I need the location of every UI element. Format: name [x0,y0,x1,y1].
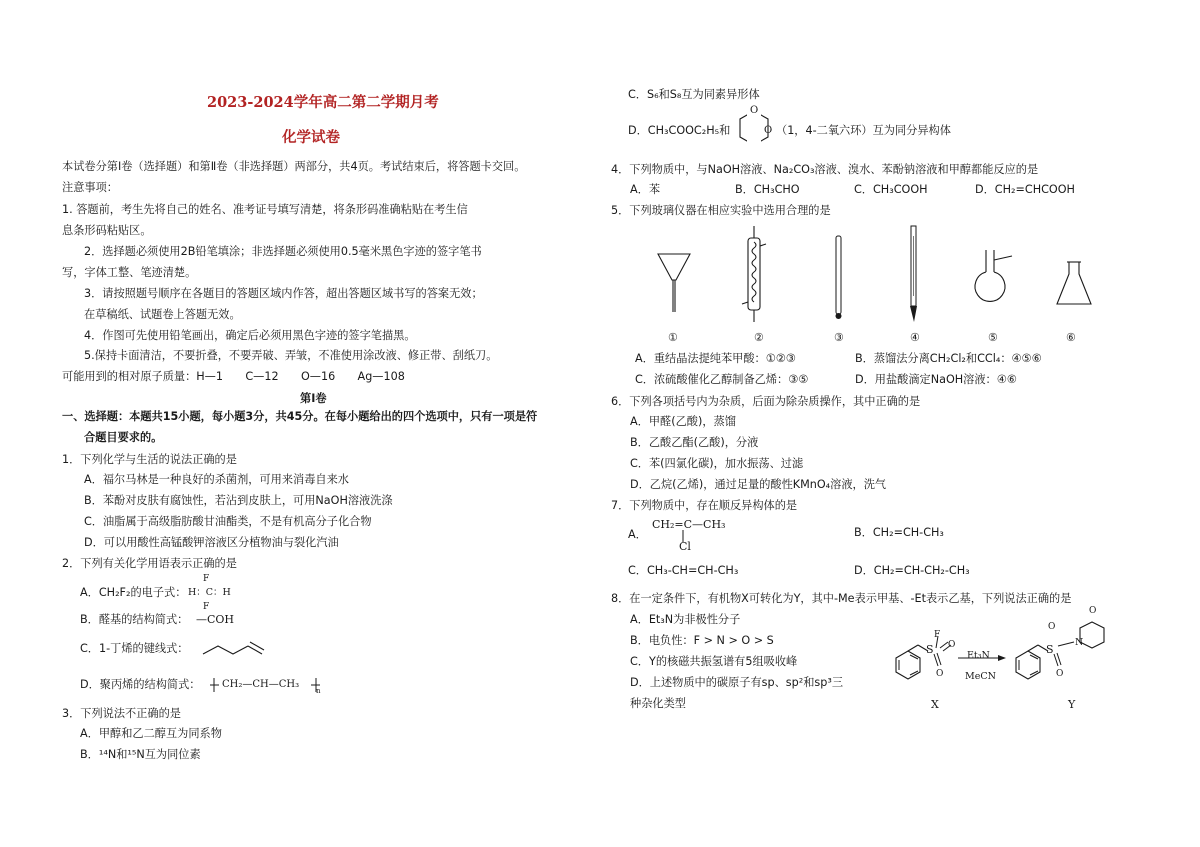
q8-option-a: A．Et₃N为非极性分子 [630,613,741,626]
part-instructions-cont: 合题目要求的。 [84,431,163,444]
y-sulfur-atom: S [1046,643,1054,656]
section-title: 第Ⅰ卷 [300,392,327,405]
x-oxygen-1: O [936,669,944,679]
q1-stem: 1．下列化学与生活的说法正确的是 [62,453,237,466]
dioxane-o-right: O [764,125,773,136]
q3-option-d: D．CH₃COOC₂H₅和 [628,124,731,137]
polypropylene-formula: CH₂—CH—CH₃ [222,679,300,690]
atomic-masses: 可能用到的相对原子质量：H—1 C—12 O—16 Ag—108 [62,370,405,383]
q8-stem: 8．在一定条件下，有机物X可转化为Y，其中-Me表示甲基、-Et表示乙基，下列说法正确的是 [611,592,1072,605]
y-oxygen-1: O [1056,669,1064,679]
q6-option-a: A．甲醛(乙酸)，蒸馏 [630,415,736,428]
q8-option-b: B．电负性：F > N > O > S [630,634,774,647]
morpholine-oxygen: O [1089,606,1097,616]
q1-option-a: A．福尔马林是一种良好的杀菌剂，可用来消毒自来水 [84,473,349,486]
electron-formula-middle: H：C：H [188,587,231,598]
q5-option-b: B．蒸馏法分离CH₂Cl₂和CCl₄：④⑤⑥ [855,352,1042,365]
notice-3-cont: 在草稿纸、试题卷上答题无效。 [84,308,241,321]
q7-option-c: C．CH₃-CH=CH-CH₃ [628,564,739,577]
q3-option-d-cont: （1，4-二氧六环）互为同分异构体 [776,124,951,137]
q1-option-c: C．油脂属于高级脂肪酸甘油酯类，不是有机高分子化合物 [84,515,372,528]
q5-option-d: D．用盐酸滴定NaOH溶液：④⑥ [855,373,1017,386]
q8-option-d-cont: 种杂化类型 [630,697,686,710]
electron-formula-f-bottom: F [203,602,210,612]
notice-1: 1. 答题前，考生先将自己的姓名、准考证号填写清楚，将条形码准确粘贴在考生信 [62,203,468,216]
notice-3: 3．请按照题号顺序在各题目的答题区域内作答，超出答题区域书写的答案无效； [84,287,483,300]
q7-option-d: D．CH₂=CH-CH₂-CH₃ [854,564,970,577]
intro-line: 本试卷分第Ⅰ卷（选择题）和第Ⅱ卷（非选择题）两部分，共4页。考试结束后，将答题卡交回。 [62,160,526,173]
apparatus-label-4: ④ [910,331,920,344]
notice-2-cont: 写，字体工整、笔迹清楚。 [62,266,197,279]
q2-option-d: D．聚丙烯的结构简式： [80,678,201,691]
q2-option-a: A．CH₂F₂的电子式： [80,586,187,599]
q8-option-c: C．Y的核磁共振氢谱有5组吸收峰 [630,655,798,668]
q4-option-d: D．CH₂=CHCOOH [975,183,1075,196]
q7-stem: 7．下列物质中，存在顺反异构体的是 [611,499,798,512]
q5-option-a: A．重结晶法提纯苯甲酸：①②③ [635,352,796,365]
q5-option-c: C．浓硫酸催化乙醇制备乙烯：③⑤ [635,373,809,386]
q7-option-b: B．CH₂=CH-CH₃ [854,526,944,539]
conical-flask-drawing [1054,260,1094,310]
page-title: 2023-2024学年高二第二学期月考 [207,94,439,111]
q6-option-d: D．乙烷(乙烯)，通过足量的酸性KMnO₄溶液，洗气 [630,478,887,491]
notice-1-cont: 息条形码粘贴区。 [62,224,152,237]
x-fluorine-atom: F [934,630,941,640]
compound-x-label: X [931,698,939,711]
apparatus-label-2: ② [754,331,764,344]
q1-option-d: D．可以用酸性高锰酸钾溶液区分植物油与裂化汽油 [84,536,339,549]
apparatus-label-1: ① [668,331,678,344]
x-oxygen-2: O [948,640,956,650]
q3-option-a: A．甲醇和乙二醇互为同系物 [80,727,222,740]
butene-skeletal-formula [200,634,270,658]
condenser-drawing [740,226,770,326]
compound-y-label: Y [1068,698,1076,711]
q7-option-a-cl: Cl [679,540,691,553]
distillation-flask-drawing [974,248,1022,310]
page-subtitle: 化学试卷 [282,129,340,146]
q5-stem: 5．下列玻璃仪器在相应实验中选用合理的是 [611,204,831,217]
apparatus-label-6: ⑥ [1066,331,1076,344]
aldehyde-formula: —COH [196,613,235,626]
q3-option-b: B．¹⁴N和¹⁵N互为同位素 [80,748,201,761]
electron-formula-f-top: F [203,574,210,584]
q6-stem: 6．下列各项括号内为杂质，后面为除杂质操作，其中正确的是 [611,395,921,408]
q2-option-c: C．1-丁烯的键线式： [80,642,189,655]
q3-stem: 3．下列说法不正确的是 [62,707,181,720]
funnel-drawing [656,250,696,320]
q2-stem: 2．下列有关化学用语表示正确的是 [62,557,237,570]
notice-5: 5.保持卡面清洁，不要折叠，不要弄破、弄皱，不准使用涂改液、修正带、刮纸刀。 [84,349,498,362]
q2-option-b: B．醛基的结构简式： [80,613,189,626]
q1-option-b: B．苯酚对皮肤有腐蚀性，若沾到皮肤上，可用NaOH溶液洗涤 [84,494,393,507]
dioxane-o-top: O [750,105,759,116]
q8-option-d: D．上述物质中的碳原子有sp、sp²和sp³三 [630,676,844,689]
reagent-mecn: MeCN [965,671,996,682]
y-oxygen-2: O [1048,622,1056,632]
reaction-scheme-bonds [876,628,1126,698]
notice-title: 注意事项： [62,181,118,194]
q7-option-a-formula: CH₂=C—CH₃ [652,518,726,531]
q4-option-c: C．CH₃COOH [854,183,928,196]
q4-option-b: B．CH₃CHO [735,183,800,196]
polymer-n: n [316,687,321,695]
q7-option-a-label: A． [628,528,647,541]
notice-2: 2．选择题必须使用2B铅笔填涂；非选择题必须使用0.5毫米黑色字迹的签字笔书 [84,245,482,258]
part-instructions: 一、选择题：本题共15小题，每小题3分，共45分。在每小题给出的四个选项中，只有一项是符 [62,410,538,423]
q4-option-a: A．苯 [630,183,661,196]
y-nitrogen-atom: N [1075,637,1084,648]
reagent-et3n: Et₃N [967,650,990,661]
x-sulfur-atom: S [926,643,934,656]
q4-stem: 4．下列物质中，与NaOH溶液、Na₂CO₃溶液、溴水、苯酚钠溶液和甲醇都能反应的是 [611,163,1039,176]
apparatus-label-3: ③ [834,331,844,344]
apparatus-label-5: ⑤ [988,331,998,344]
q6-option-c: C．苯(四氯化碳)，加水振荡、过滤 [630,457,804,470]
q6-option-b: B．乙酸乙酯(乙酸)，分液 [630,436,759,449]
burette-drawing [906,226,922,326]
thermometer-drawing [832,234,846,324]
notice-4: 4．作图可先使用铅笔画出，确定后必须用黑色字迹的签字笔描黑。 [84,329,416,342]
q3-option-c: C．S₆和S₈互为同素异形体 [628,88,760,101]
